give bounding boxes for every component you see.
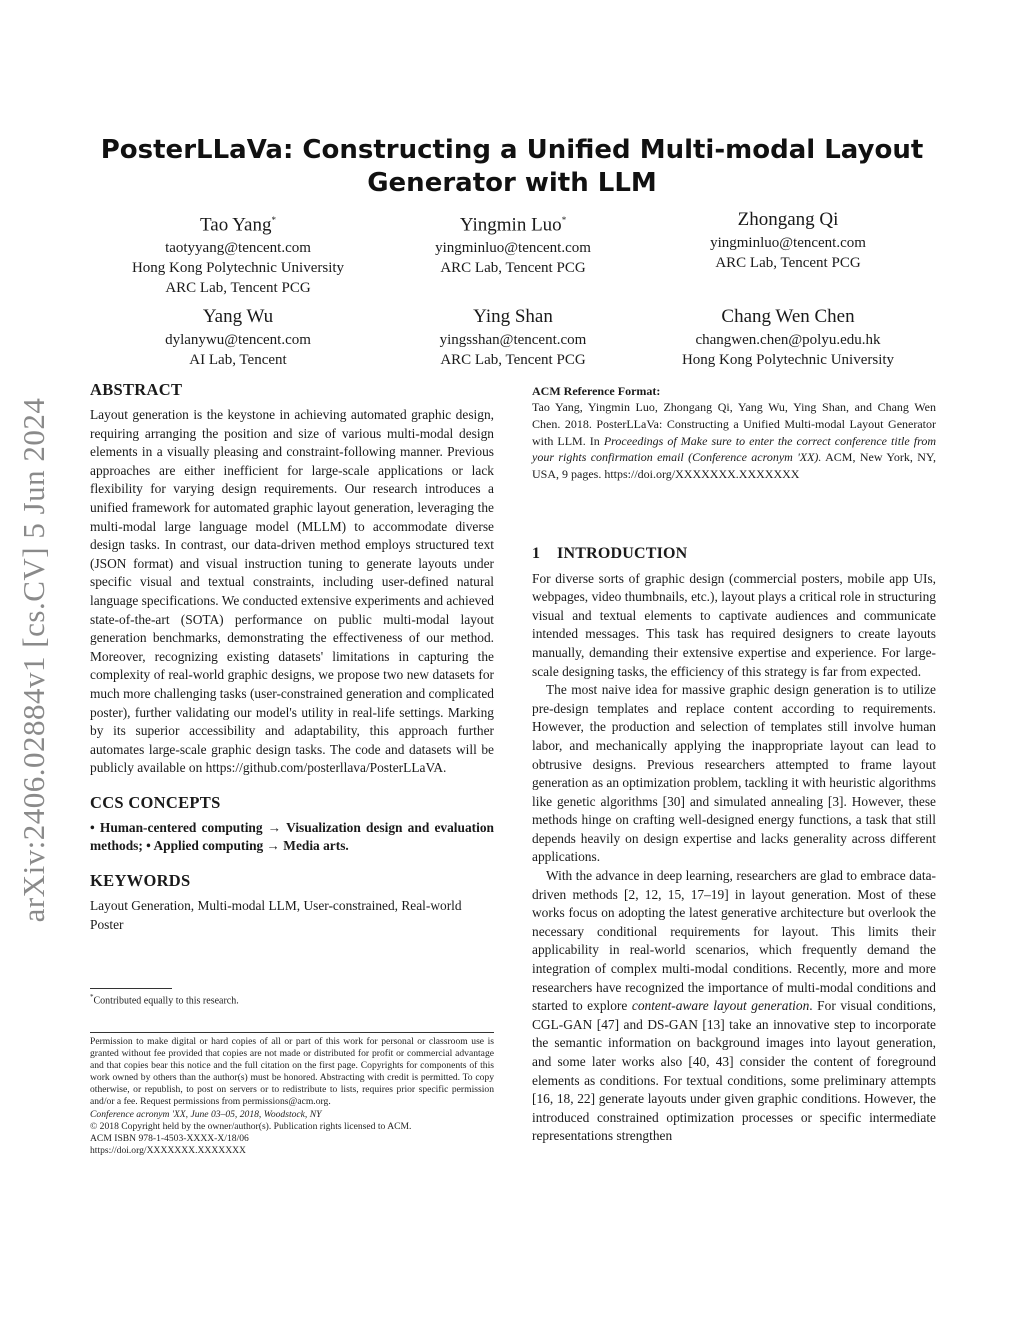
intro-text-part: . For visual conditions, CGL-GAN [47] and DS-GAN [13] take an innovative step to incorporate the semantic information on background images into layout generation, and some later works also [40, 43] consider the content of foreground elements as conditions. For textual conditions, some preliminary attempts [16, 18, 22] generate layouts under given graphic conditions. However, the introduced constrained optimization processes or specific intermediate representations strengthen: [532, 998, 936, 1144]
acm-reference-venue: Proceedings of Make sure to enter the correct conference title from your rights confirmation email (Conference acronym 'XX).: [532, 433, 936, 465]
permission-block: [90, 1036, 494, 1157]
acm-reference-part: ACM, New York, NY, USA, 9 pages. https://doi.org/XXXXXXX.XXXXXXX: [532, 450, 936, 482]
equal-contribution-mark: *: [271, 215, 276, 225]
footnote-mark: *: [90, 993, 94, 1001]
author-block: [378, 305, 648, 370]
author-email[interactable]: yingminluo@tencent.com: [710, 235, 866, 251]
author-block: [653, 208, 923, 273]
author-email[interactable]: dylanywu@tencent.com: [165, 332, 311, 348]
conference-line: Conference acronym 'XX, June 03–05, 2018, Woodstock, NY: [90, 1108, 322, 1120]
author-block: [378, 208, 648, 278]
author-affiliation: ARC Lab, Tencent PCG: [440, 260, 586, 277]
acm-reference-text: [532, 399, 936, 483]
ccs-heading: CCS CONCEPTS: [90, 792, 221, 812]
right-column: [532, 383, 936, 1146]
ccs-text: • Human-centered computing → Visualization design and evaluation methods; • Applied computing → Media arts.: [90, 819, 494, 854]
section-title: INTRODUCTION: [557, 544, 688, 562]
section-number: 1: [532, 544, 541, 562]
acm-reference-part: Tao Yang, Yingmin Luo, Zhongang Qi, Yang Wu, Ying Shan, and Chang Wen Chen. 2018. PosterLLaVa: Constructing a Unified Multi-modal Layout Generator with LLM. In: [532, 400, 936, 448]
footnote-rule: [90, 988, 172, 989]
arxiv-stamp: [14, 360, 54, 960]
author-email[interactable]: yingminluo@tencent.com: [435, 240, 591, 257]
abstract-heading: ABSTRACT: [90, 380, 183, 399]
intro-heading: [532, 545, 936, 564]
author-name: Yang Wu: [202, 306, 274, 327]
author-email[interactable]: yingsshan@tencent.com: [439, 332, 587, 348]
doi-line[interactable]: https://doi.org/XXXXXXX.XXXXXXX: [90, 1144, 246, 1156]
keywords-text: Layout Generation, Multi-modal LLM, User-constrained, Real-world Poster: [90, 898, 462, 932]
intro-paragraph: For diverse sorts of graphic design (commercial posters, mobile app UIs, webpages, video thumbnails, etc.), layout plays a critical role in structuring visual and textual elements to captivate audiences and communicate intended messages. This task has required designers to create layouts manually, demanding their extensive expertise and experience. For large-scale designing tasks, the efficiency of this strategy is far from expected.: [532, 570, 936, 679]
author-email[interactable]: changwen.chen@polyu.edu.hk: [695, 332, 881, 348]
left-column: [90, 380, 494, 934]
author-block: [653, 305, 923, 370]
keywords-heading: KEYWORDS: [90, 871, 191, 891]
intro-emphasis: content-aware layout generation: [631, 998, 810, 1014]
author-affiliation: ARC Lab, Tencent PCG: [165, 280, 311, 297]
intro-paragraph: The most naive idea for massive graphic design generation is to utilize pre-design templates and replace content according to requirements. However, the production and selection of templates still involve human labor, and mechanically applying the inappropriate layout can lead to obtrusive designs. Previous researchers attempted to frame layout generation as an optimization problem, tackling it with heuristic algorithms like genetic algorithms [30] and simulated annealing [3]. However, these methods hinge on crafting well-designed energy functions, a task that still depends heavily on design expertise and lacks generality across different applications.: [532, 682, 936, 865]
author-affiliation: Hong Kong Polytechnic University: [681, 352, 895, 368]
author-name: Tao Yang: [199, 214, 272, 236]
permission-rule: [90, 1032, 494, 1033]
author-affiliation: ARC Lab, Tencent PCG: [440, 352, 586, 368]
author-name: Yingmin Luo: [459, 214, 562, 236]
author-block: [103, 208, 373, 298]
author-affiliation: ARC Lab, Tencent PCG: [715, 255, 861, 271]
equal-contribution-mark: *: [561, 215, 567, 225]
abstract-text: Layout generation is the keystone in achieving automated graphic design, requiring arranging the position and size of various multi-modal design elements in a visually pleasing and constraint-following manner. Previous approaches are either inefficient for large-scale applications or lack flexibility for varying design requirements. Our research introduces a unified framework for automated graphic layout generation, leveraging the multi-modal large language model (MLLM) to accommodate diverse design tasks. In contrast, our data-driven method employs structured text (JSON format) and visual instruction tuning to generate layouts under specific visual and textual constraints, including user-defined natural language specifications. We conducted extensive experiments and achieved state-of-the-art (SOTA) performance on public multi-modal layout generation benchmarks, demonstrating the effectiveness of our method. Moreover, recognizing existing datasets' limitations in capturing the complexity of real-world graphic designs, we propose two new datasets for much more challenging tasks (user-constrained generation and complicated poster), further validating our model's utility in real-life settings. Marking by its superior accessibility and adaptability, this approach further automates large-scale graphic design tasks. The code and datasets will be publicly available on https://github.com/posterllava/PosterLLaVA.: [90, 407, 494, 776]
author-name: Chang Wen Chen: [721, 306, 855, 327]
permission-text: Permission to make digital or hard copies of all or part of this work for personal or classroom use is granted without fee provided that copies are not made or distributed for profit or commercial advantage and that copies bear this notice and the full citation on the first page. Copyrights for components of this work owned by others than the author(s) must be honored. Abstracting with credit is permitted. To copy otherwise, or republish, to post on servers or to redistribute to lists, requires prior specific permission and/or a fee. Request permissions from permissions@acm.org.: [90, 1036, 494, 1108]
author-block: [103, 305, 373, 370]
isbn-line: ACM ISBN 978-1-4503-XXXX-X/18/06: [90, 1132, 249, 1144]
copyright-line: © 2018 Copyright held by the owner/author(s). Publication rights licensed to ACM.: [90, 1120, 412, 1132]
intro-paragraph: [532, 867, 936, 1146]
arxiv-id: arXiv:2406.02884v1 [cs.CV] 5 Jun 2024: [16, 397, 51, 923]
author-name: Ying Shan: [473, 306, 553, 327]
footnote-text: Contributed equally to this research.: [93, 995, 239, 1007]
paper-title: PosterLLaVa: Constructing a Unified Multi-modal Layout Generator with LLM: [100, 135, 924, 198]
footnote: [90, 993, 239, 1006]
intro-text-part: With the advance in deep learning, researchers are glad to embrace data-driven methods [2, 12, 15, 17–19] in layout generation. Most of these works focus on adopting the latest generative architecture but overlook the necessary conditional requirements for layout. This limits their applicability in real-world scenarios, which frequently demand the integration of complex multi-modal conditions. Recently, more and more researchers have recognized the importance of multi-modal conditions and started to explore: [532, 868, 936, 1014]
acm-reference-heading: ACM Reference Format:: [532, 384, 661, 398]
author-name: Zhongang Qi: [737, 209, 839, 230]
author-email[interactable]: taotyyang@tencent.com: [165, 240, 311, 257]
author-affiliation: Hong Kong Polytechnic University: [131, 260, 345, 277]
author-affiliation: AI Lab, Tencent: [189, 352, 287, 368]
